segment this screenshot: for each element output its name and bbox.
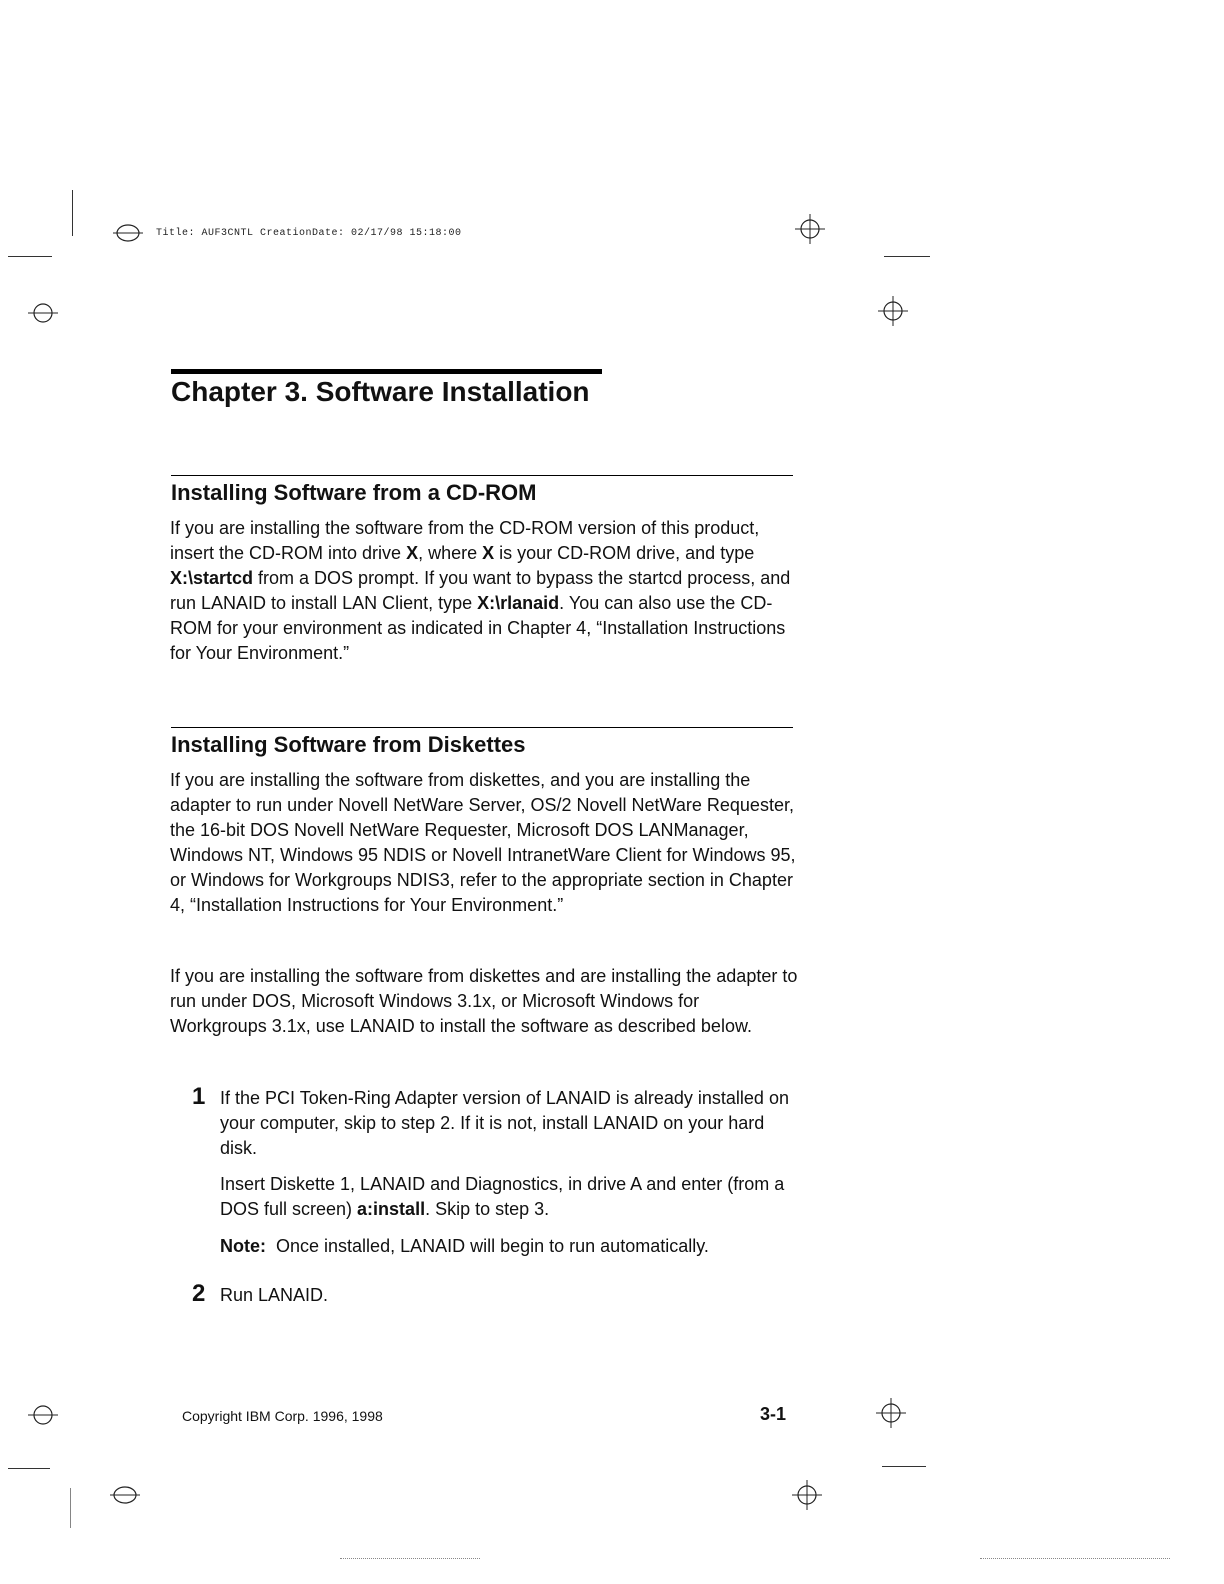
registration-mark-icon (795, 214, 825, 244)
drive-letter: X (406, 543, 419, 563)
diskettes-paragraph-1: If you are installing the software from diskettes, and you are installing the adapter to run under Novell NetWare Server, OS/2 Novell NetWare Requester, the 16-bit DOS Novell NetWare Requester, Microsoft DOS LANManager, Windows NT, Windows 95 NDIS or Novell IntranetWare Client for Windows 95, or Windows for Workgroups NDIS3, refer to the appropriate section in Chapter 4, “Installation Instructions for Your Environment.” (170, 770, 796, 915)
text-run: If you are installing the software from the CD-ROM version of this product, insert the CD-ROM into drive (170, 518, 760, 563)
step-2-text: Run LANAID. (220, 1285, 329, 1305)
crop-line-bottom-left (8, 1468, 50, 1469)
section-title-cdrom: Installing Software from a CD-ROM (171, 480, 537, 505)
crop-line-left-top-vertical (72, 190, 73, 236)
command-rlanaid: X:\rlanaid (477, 593, 560, 613)
step-number: 1 (192, 1083, 206, 1110)
note-text: Once installed, LANAID will begin to run automatically. (276, 1236, 709, 1256)
registration-mark-icon (876, 1398, 906, 1428)
note-label: Note: (220, 1236, 266, 1256)
text-run: , where (418, 543, 483, 563)
chapter-title: Chapter 3. Software Installation (171, 376, 590, 407)
registration-mark-icon (113, 218, 143, 248)
cdrom-paragraph (170, 516, 800, 666)
crop-line-left-bottom-vertical (70, 1488, 71, 1528)
document-meta-line: Title: AUF3CNTL CreationDate: 02/17/98 15:18:00 (156, 228, 462, 239)
copyright-notice: Copyright IBM Corp. 1996, 1998 (182, 1408, 383, 1424)
step-1-text: If the PCI Token-Ring Adapter version of LANAID is already installed on your computer, skip to step 2. If it is not, install LANAID on your hard disk. (220, 1088, 789, 1158)
step-1-note (220, 1234, 800, 1259)
step-1-instruction (220, 1172, 800, 1222)
registration-mark-icon (110, 1480, 140, 1510)
registration-mark-icon (878, 296, 908, 326)
command-install: a:install (357, 1199, 426, 1219)
registration-mark-icon (28, 298, 58, 328)
scan-artifact (340, 1558, 480, 1559)
crop-line-top-right (884, 256, 930, 257)
chapter-rule (171, 369, 602, 374)
crop-line-bottom-right (882, 1466, 926, 1467)
command-startcd: X:\startcd (170, 568, 254, 588)
crop-line-top-left (8, 256, 52, 257)
section-title-diskettes: Installing Software from Diskettes (171, 732, 526, 757)
drive-letter: X (482, 543, 495, 563)
scan-artifact (980, 1558, 1170, 1559)
text-run: Insert Diskette 1, LANAID and Diagnostics, in drive A and enter (from a DOS full screen) (220, 1174, 785, 1219)
registration-mark-icon (28, 1400, 58, 1430)
registration-mark-icon (792, 1480, 822, 1510)
text-run: . You can also use the CD-ROM for your environment as indicated in Chapter 4, “Installation Instructions for Your Environment.” (170, 593, 786, 663)
step-number: 2 (192, 1280, 206, 1307)
page-number: 3-1 (760, 1404, 787, 1424)
text-run: . Skip to step 3. (425, 1199, 550, 1219)
section-rule (171, 727, 793, 728)
section-rule (171, 475, 793, 476)
text-run: is your CD-ROM drive, and type (494, 543, 755, 563)
diskettes-paragraph-2: If you are installing the software from diskettes and are installing the adapter to run under DOS, Microsoft Windows 3.1x, or Microsoft Windows for Workgroups 3.1x, use LANAID to install the software as described below. (170, 966, 798, 1036)
text-run: from a DOS prompt. If you want to bypass the startcd process, and run LANAID to install LAN Client, type (170, 568, 791, 613)
